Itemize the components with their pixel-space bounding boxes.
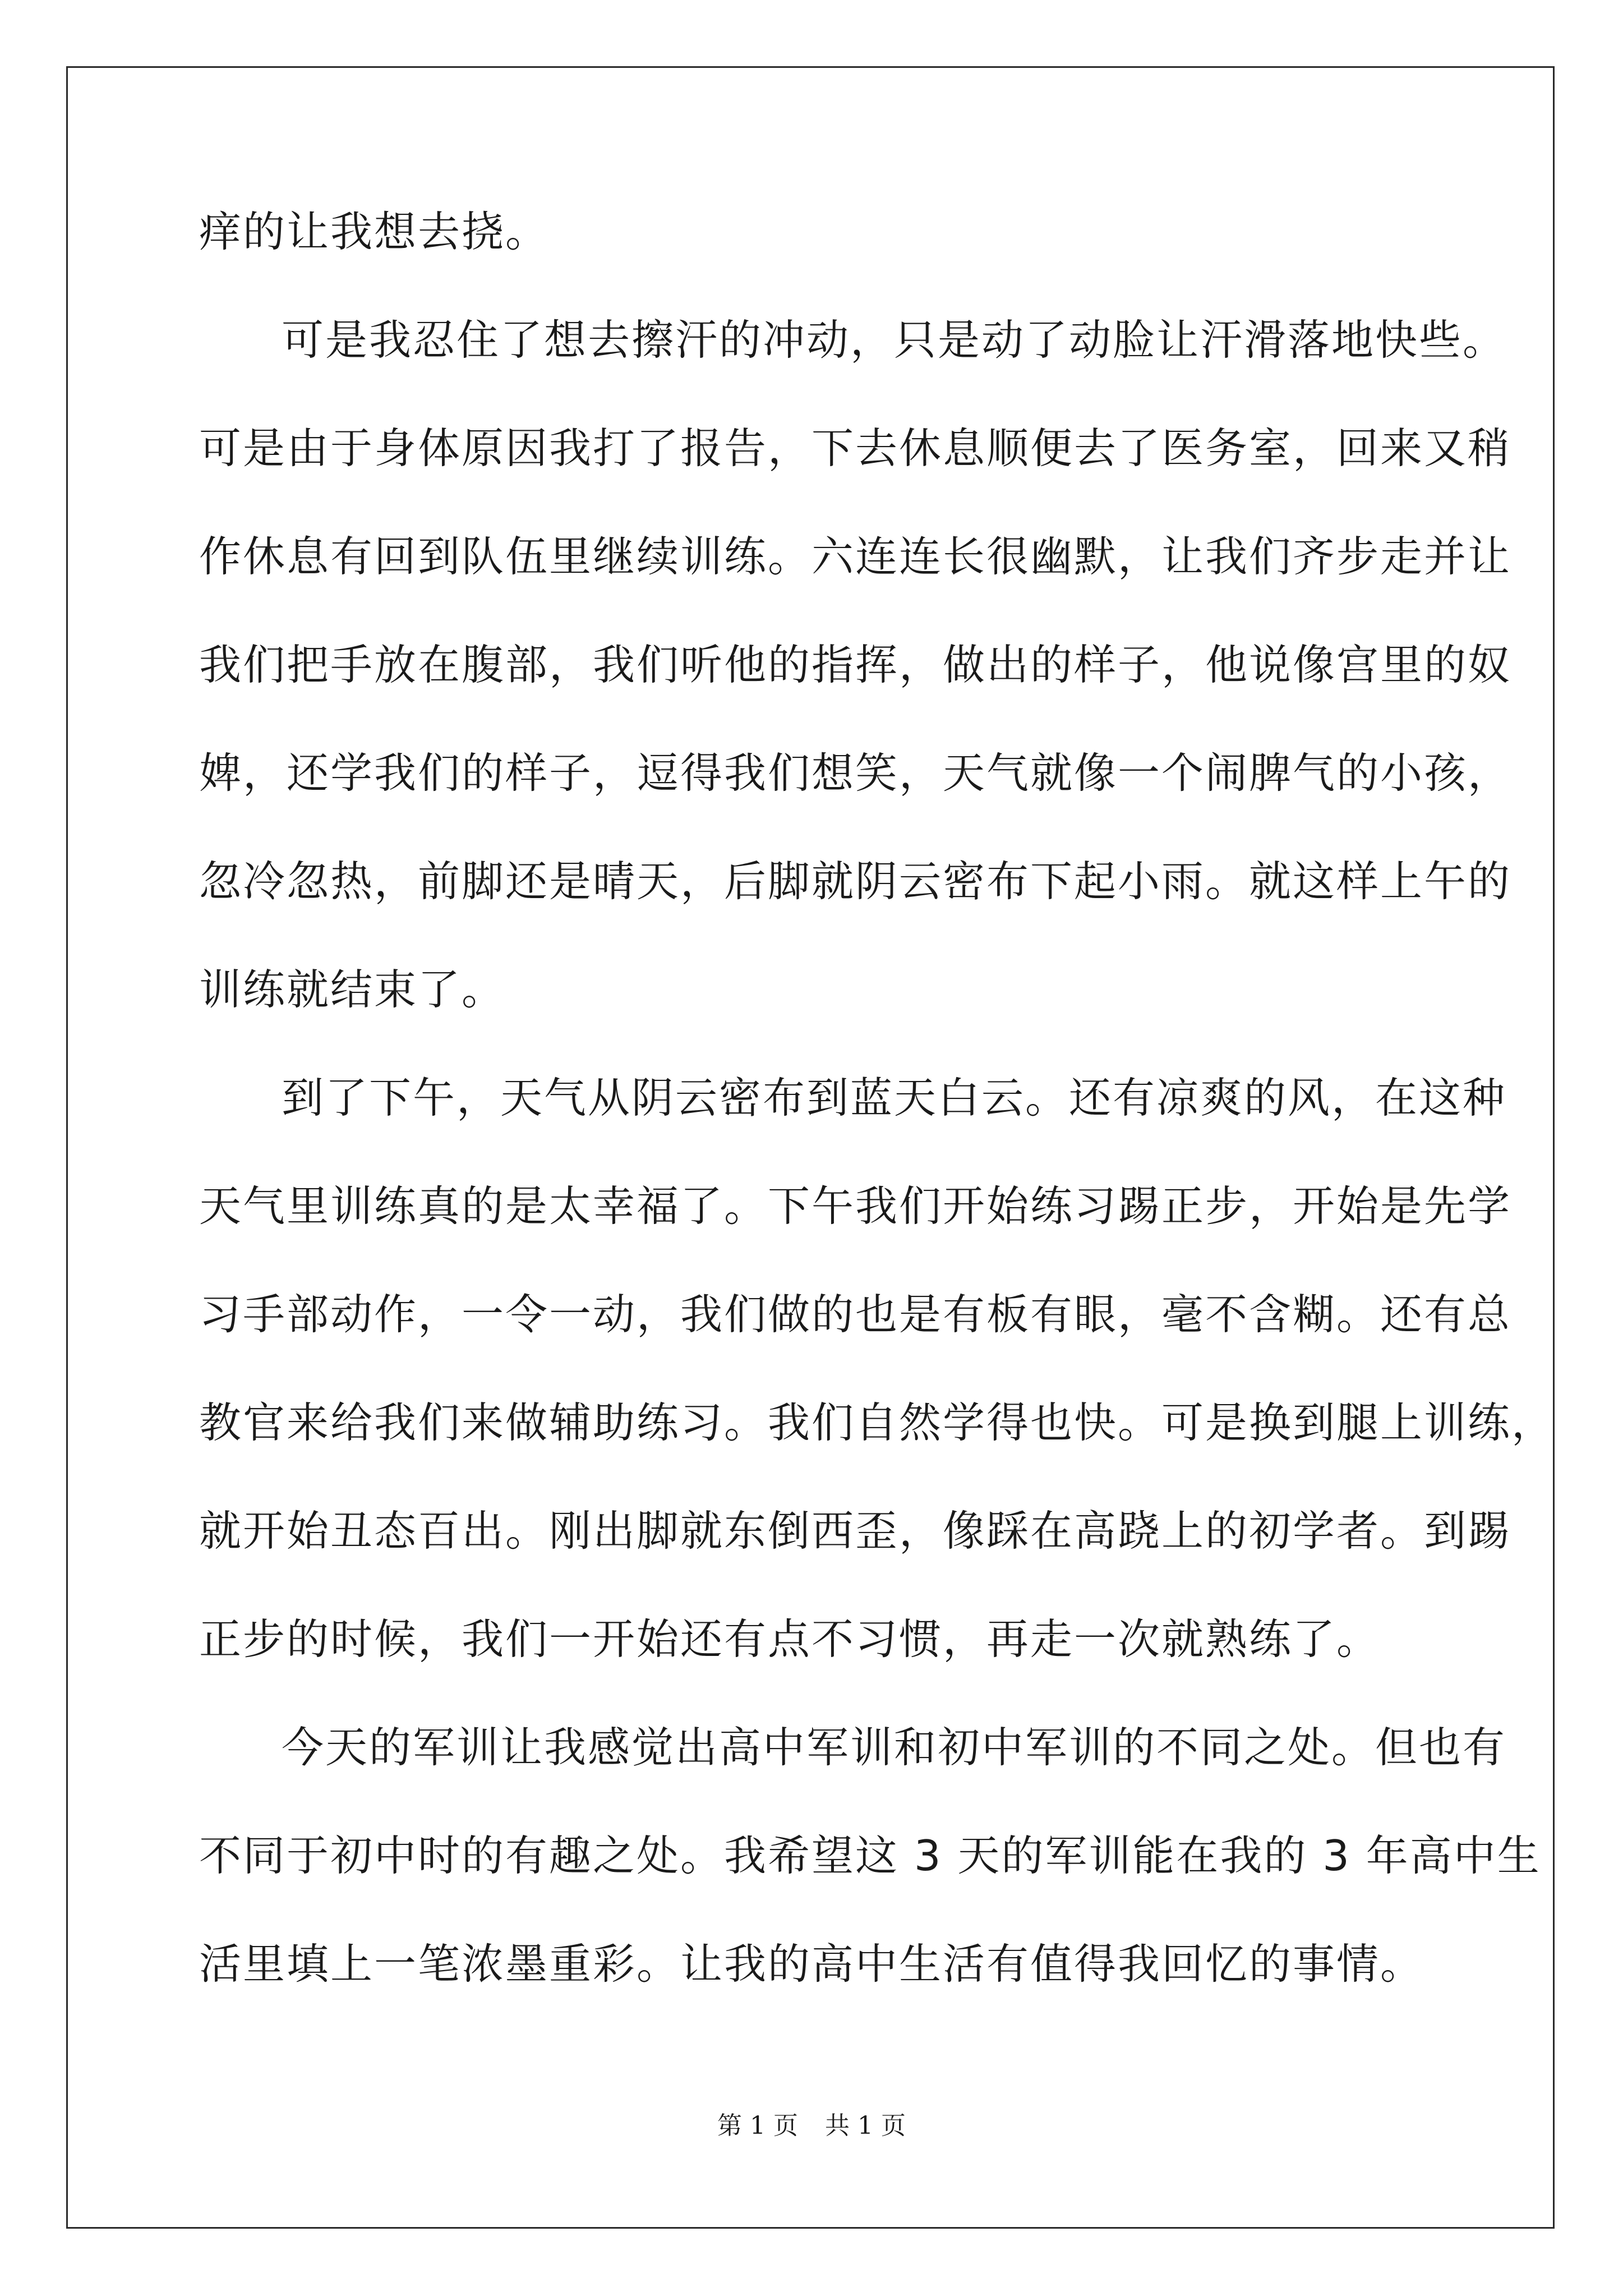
text-line: 天气里训练真的是太幸福了。下午我们开始练习踢正步，开始是先学: [199, 1181, 1512, 1231]
text-line: 教官来给我们来做辅助练习。我们自然学得也快。可是换到腿上训练，: [199, 1398, 1556, 1447]
text-line: 痒的让我想去挠。: [199, 207, 550, 256]
text-line: 不同于初中时的有趣之处。我希望这 3 天的军训能在我的 3 年高中生: [199, 1831, 1541, 1880]
text-line: 正步的时候，我们一开始还有点不习惯，再走一次就熟练了。: [199, 1614, 1381, 1664]
page-footer: [0, 2109, 1623, 2143]
text-line: 我们把手放在腹部，我们听他的指挥，做出的样子，他说像宫里的奴: [199, 640, 1512, 689]
text-line: 训练就结束了。: [199, 965, 506, 1014]
text-line: 忽冷忽热，前脚还是晴天，后脚就阴云密布下起小雨。就这样上午的: [199, 857, 1512, 906]
text-line: 作休息有回到队伍里继续训练。六连连长很幽默，让我们齐步走并让: [199, 532, 1512, 581]
page-number: 第 1 页: [717, 2111, 798, 2140]
text-line: 习手部动作，一令一动，我们做的也是有板有眼，毫不含糊。还有总: [199, 1290, 1512, 1339]
text-line: 婢，还学我们的样子，逗得我们想笑，天气就像一个闹脾气的小孩，: [199, 748, 1512, 798]
text-line: 活里填上一笔浓墨重彩。让我的高中生活有值得我回忆的事情。: [199, 1939, 1424, 1989]
text-line: 就开始丑态百出。刚出脚就东倒西歪，像踩在高跷上的初学者。到踢: [199, 1506, 1512, 1556]
text-line: 可是由于身体原因我打了报告，下去休息顺便去了医务室，回来又稍: [199, 424, 1512, 473]
page-border: [66, 66, 1555, 2229]
paragraph-start-line: 今天的军训让我感觉出高中军训和初中军训的不同之处。但也有: [282, 1723, 1507, 1772]
paragraph-start-line: 可是我忍住了想去擦汗的冲动，只是动了动脸让汗滑落地快些。: [282, 315, 1507, 365]
paragraph-start-line: 到了下午，天气从阴云密布到蓝天白云。还有凉爽的风，在这种: [282, 1073, 1507, 1122]
page-total: 共 1 页: [825, 2111, 906, 2140]
